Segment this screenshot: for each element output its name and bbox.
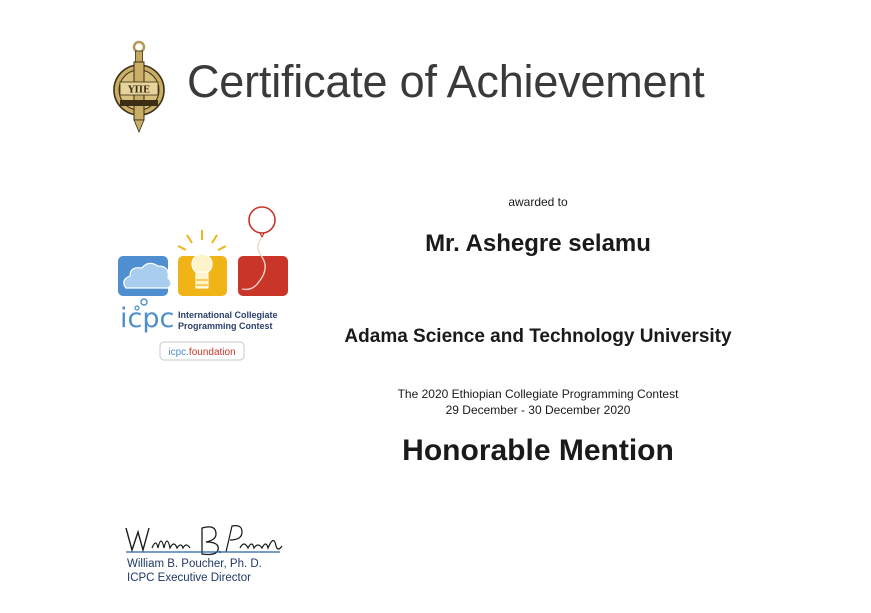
icpc-foundation-link: icpc.foundation (168, 347, 236, 358)
institution-name: Adama Science and Technology University (344, 326, 732, 347)
signatory-block (127, 557, 262, 585)
cloud-panel-icon (118, 256, 171, 310)
award-distinction: Honorable Mention (402, 434, 674, 467)
icpc-line-2: Programming Contest (178, 321, 273, 331)
balloon-panel-icon (238, 207, 288, 296)
contest-dates: 29 December - 30 December 2020 (445, 403, 631, 417)
signatory-name: William B. Poucher, Ph. D. (127, 558, 262, 570)
lightbulb-panel-icon (178, 230, 227, 296)
contest-name: The 2020 Ethiopian Collegiate Programming Contest (397, 387, 679, 401)
icpc-wordmark: icpc (120, 303, 175, 334)
awarded-to-label: awarded to (508, 195, 568, 209)
recipient-name: Mr. Ashegre selamu (425, 230, 651, 257)
signatory-role: ICPC Executive Director (127, 572, 251, 584)
icpc-line-1: International Collegiate (178, 310, 278, 320)
signature-image (122, 518, 284, 558)
seal-letters: ΥΠΕ (128, 85, 150, 96)
certificate-title: Certificate of Achievement (187, 56, 705, 107)
icpc-logo (112, 204, 296, 364)
upe-seal-icon (108, 40, 170, 134)
